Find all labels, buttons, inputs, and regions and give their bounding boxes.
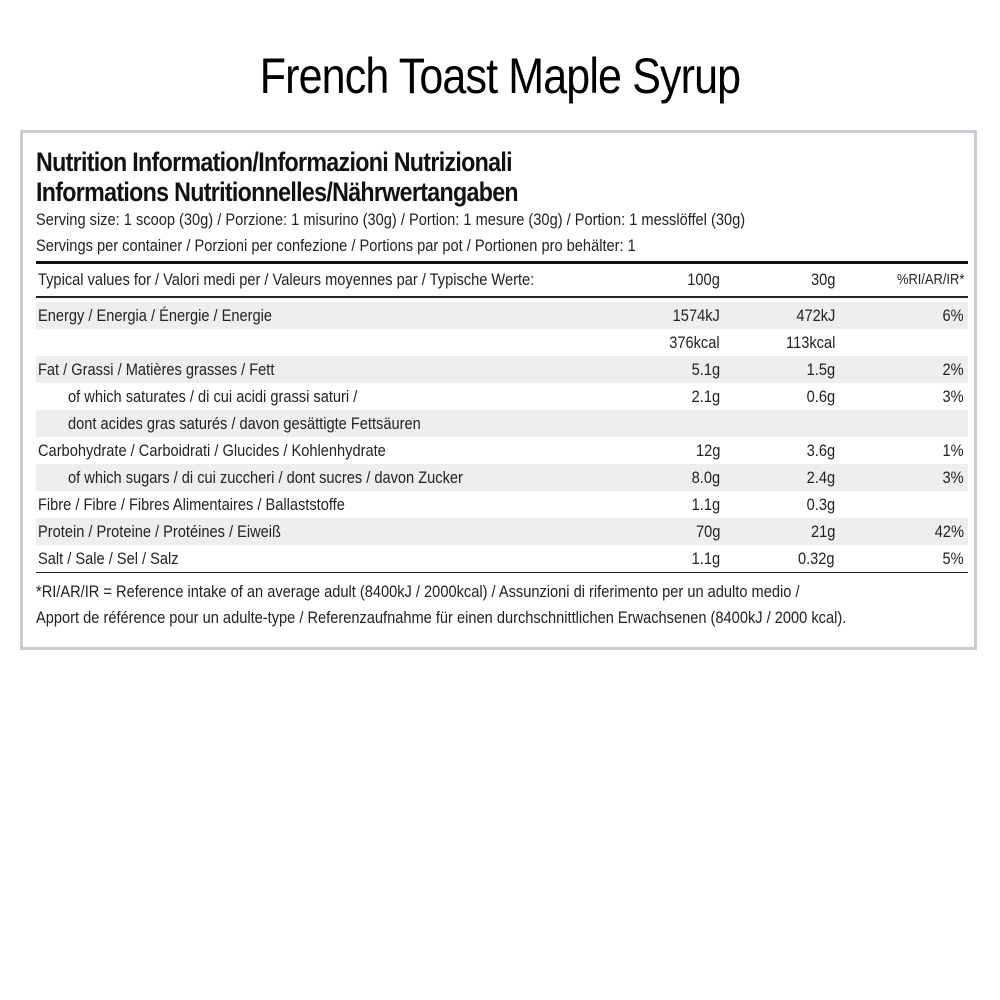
value-per-100g: 12g [695,440,720,460]
value-per-30g: 2.4g [806,467,835,487]
value-reference-intake: 3% [942,386,964,406]
value-reference-intake: 5% [942,548,964,568]
table-row [36,410,968,437]
nutrient-label: dont acides gras saturés / davon gesättigte Fettsäuren [68,413,421,433]
table-row [36,518,968,545]
nutrient-label: Protein / Proteine / Protéines / Eiweiß [38,521,281,541]
header-per-100g: 100g [687,270,720,289]
nutrient-label: of which saturates / di cui acidi grassi saturi / [68,386,358,406]
label-heading-line-2: Informations Nutritionnelles/Nährwertangaben [36,177,518,207]
servings-per-container: Servings per container / Porzioni per confezione / Portions par pot / Portionen pro behälter: 1 [36,236,636,255]
table-row [36,329,968,356]
header-typical-values: Typical values for / Valori medi per / Valeurs moyennes par / Typische Werte: [38,270,535,289]
table-header-row [36,264,968,296]
value-per-100g: 1.1g [691,548,720,568]
nutrient-label: of which sugars / di cui zuccheri / dont sucres / davon Zucker [68,467,463,487]
value-per-30g: 472kJ [795,305,835,325]
value-per-100g: 8.0g [691,467,720,487]
nutrient-label: Fat / Grassi / Matières grasses / Fett [38,359,275,379]
value-per-30g: 3.6g [806,440,835,460]
value-per-100g: 376kcal [669,332,720,352]
value-per-30g: 0.32g [798,548,835,568]
value-per-100g: 70g [695,521,720,541]
value-per-100g: 2.1g [691,386,720,406]
value-reference-intake: 1% [942,440,964,460]
header-reference-intake: %RI/AR/IR* [896,271,964,288]
value-per-30g: 0.3g [806,494,835,514]
nutrient-label: Fibre / Fibre / Fibres Alimentaires / Ballaststoffe [38,494,345,514]
nutrient-label: Carbohydrate / Carboidrati / Glucides / Kohlenhydrate [38,440,386,460]
footnote-line-2: Apport de référence pour un adulte-type / Referenzaufnahme für einen durchschnittlichen Erwachsenen (8400kJ / 2000 kcal). [36,608,847,627]
table-row [36,464,968,491]
value-per-100g: 1574kJ [672,305,720,325]
table-row [36,356,968,383]
value-reference-intake: 2% [942,359,964,379]
product-title: French Toast Maple Syrup [259,48,741,104]
table-row [36,302,968,329]
value-per-30g: 113kcal [785,332,835,352]
nutrient-label: Salt / Sale / Sel / Salz [38,548,179,568]
value-reference-intake: 6% [942,305,964,325]
serving-size: Serving size: 1 scoop (30g) / Porzione: 1 misurino (30g) / Portion: 1 mesure (30g) / Portion: 1 messlöffel (30g) [36,210,746,229]
table-row [36,545,968,572]
nutrition-label [20,130,977,650]
label-heading-line-1: Nutrition Information/Informazioni Nutrizionali [36,147,512,177]
table-bottom-divider [36,572,968,574]
value-per-30g: 1.5g [806,359,835,379]
nutrient-label: Energy / Energia / Énergie / Energie [38,305,273,325]
table-row [36,437,968,464]
table-row [36,491,968,518]
footnote-line-1: *RI/AR/IR = Reference intake of an average adult (8400kJ / 2000kcal) / Assunzioni di riferimento per un adulto medio / [36,582,800,601]
value-per-30g: 21g [810,521,835,541]
nutrition-table-body [36,302,968,572]
table-row [36,383,968,410]
value-per-30g: 0.6g [806,386,835,406]
nutrition-label-content [36,147,968,631]
value-per-100g: 5.1g [691,359,720,379]
value-per-100g: 1.1g [691,494,720,514]
value-reference-intake: 3% [942,467,964,487]
value-reference-intake: 42% [934,521,964,541]
header-per-30g: 30g [810,270,835,289]
